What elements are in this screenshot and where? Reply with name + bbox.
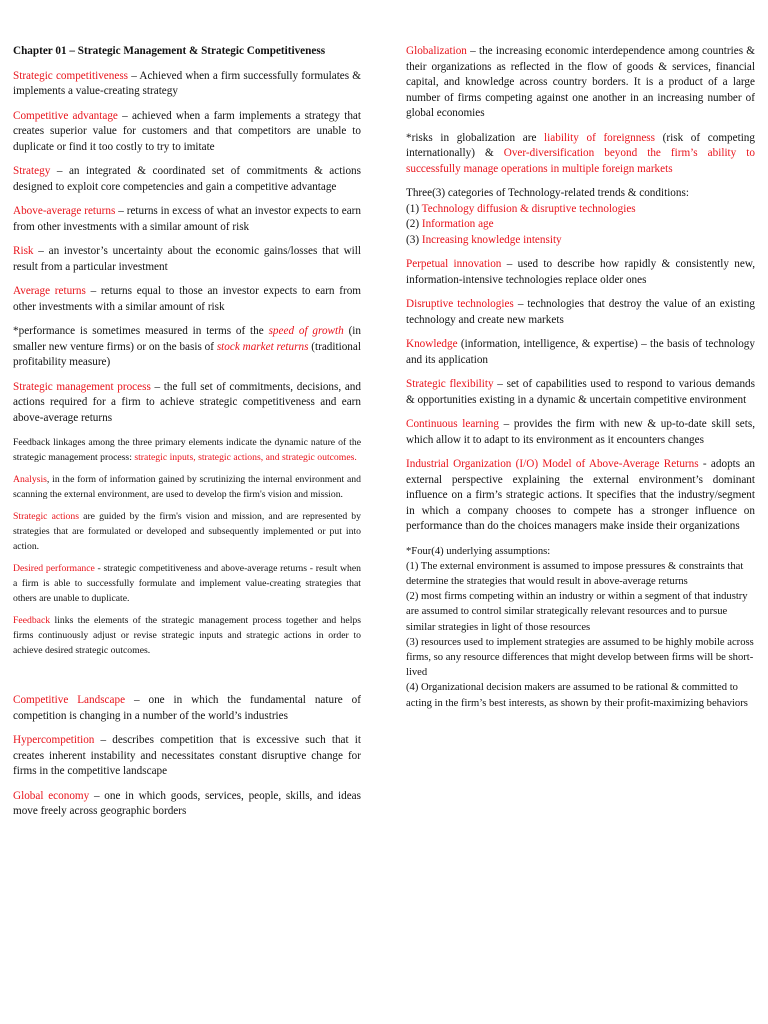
definition: – returns in excess of what an investor expects to earn from other investments with a similar amount of risk [13, 205, 361, 233]
hypercompetition-entry [13, 733, 361, 780]
definition: - adopts an external perspective explaining the external environment’s dominant influence on a firm’s strategic actions. It specifies that the industry/segment in which a company chooses to compete has a stronger influence on performance than do the choices managers make inside their organizations [406, 458, 755, 532]
term: Strategic actions [13, 511, 80, 522]
competitive-advantage-entry [13, 109, 361, 156]
term: Strategic management process [13, 380, 151, 393]
term: Competitive advantage [13, 109, 118, 122]
term: Perpetual innovation [406, 258, 502, 270]
note-text: (traditional profitability measure) [13, 340, 361, 368]
strategic-management-process-entry [13, 380, 361, 427]
feedback-linkages-note [13, 435, 361, 465]
strategic-competitiveness-entry [13, 69, 361, 100]
definition: – the increasing economic interdependence among countries & their organizations as reflected in the flow of goods & services, financial capital, and knowledge across country borders. It is a product of a large number of firms competing against one another in an increasing number of global economies [406, 45, 755, 119]
term: Competitive Landscape [13, 694, 126, 706]
term: Analysis [13, 474, 47, 485]
speed-of-growth: speed of growth [268, 325, 344, 337]
definition: – used to describe how rapidly & consistently new, information-intensive technologies replace older ones [406, 258, 755, 286]
item-number: (3) [406, 233, 422, 246]
list-item: (1) The external environment is assumed to impose pressures & constraints that determine the strategies that would result in above-average returns [406, 560, 744, 587]
note-text: Feedback linkages among the three primary elements indicate the dynamic nature of the strategic management process: [13, 437, 361, 463]
item-text: Information age [421, 218, 494, 230]
term: Disruptive technologies [406, 298, 514, 310]
left-column [13, 44, 361, 829]
average-returns-entry [13, 284, 361, 315]
above-average-returns-entry [13, 204, 361, 235]
definition: – describes competition that is excessive such that it creates inherent instability and necessitates constant disruptive change for firms in the competitive landscape [13, 734, 361, 777]
list-intro: *Four(4) underlying assumptions: [406, 545, 551, 557]
term: Feedback [13, 615, 51, 626]
definition: - strategic competitiveness and above-average returns - result when a firm is able to successfully formulate and implement value-creating strategies that others are unable to duplicate. [13, 563, 361, 604]
definition: – achieved when a farm implements a strategy that creates superior value for customers and that competitors are unable to duplicate or find it too costly to try to imitate [13, 109, 361, 153]
item-number: (1) [406, 202, 422, 215]
definition: – an investor’s uncertainty about the economic gains/losses that will result from a particular investment [13, 245, 361, 273]
analysis-entry [13, 472, 361, 502]
definition: – one in which goods, services, people, skills, and ideas move freely across geographic borders [13, 789, 361, 817]
list-item [406, 217, 755, 233]
globalization-risks-note [406, 131, 755, 178]
definition: – technologies that destroy the value of an existing technology and create new markets [406, 298, 755, 326]
chapter-title: Chapter 01 – Strategic Management & Strategic Competitiveness [13, 45, 326, 57]
list-item: (4) Organizational decision makers are assumed to be rational & committed to acting in the firm’s best interests, as shown by their profit-maximizing behaviors [406, 682, 748, 709]
definition: – Achieved when a firm successfully formulates & implements a value-creating strategy [13, 69, 362, 97]
term: Average returns [13, 285, 86, 297]
term: Hypercompetition [13, 734, 95, 746]
list-item [406, 202, 755, 218]
list-item: (2) most firms competing within an industry or within a segment of that industry are assumed to control similar strategically relevant resources and to pursue similar strategies in light of those resources [406, 591, 748, 633]
item-text: Technology diffusion & disruptive technologies [421, 202, 636, 215]
list-intro: Three(3) categories of Technology-related trends & conditions: [406, 187, 689, 199]
risk-entry [13, 244, 361, 275]
continuous-learning-entry [406, 417, 755, 448]
strategic-actions-entry [13, 509, 361, 554]
definition: (information, intelligence, & expertise) – the basis of technology and its application [406, 338, 755, 366]
desired-performance-entry [13, 561, 361, 606]
note-text: (risk of competing internationally) & [406, 131, 755, 159]
definition: – provides the firm with new & up-to-date skill sets, which allow it to adapt to its environment as it encounters changes [406, 418, 756, 446]
term: Continuous learning [406, 418, 499, 430]
strategic-flexibility-entry [406, 377, 755, 408]
note-text: *performance is sometimes measured in terms of the [13, 325, 269, 337]
strategy-entry [13, 164, 361, 195]
list-item [406, 233, 755, 249]
term: Globalization [406, 45, 467, 57]
term: Strategic competitiveness [13, 69, 129, 82]
definition: – the full set of commitments, decisions, and actions required for a firm to achieve strategic competitiveness and earn above-average returns [13, 380, 361, 424]
term: Desired performance [13, 563, 95, 574]
right-column [406, 44, 755, 720]
definition: are guided by the firm's vision and mission, and are represented by strategies that are formulated or developed and subsequently implemented or put into action. [13, 511, 361, 552]
globalization-entry [406, 44, 755, 122]
term: Global economy [13, 789, 90, 802]
liability-of-foreignness: liability of foreignness [544, 131, 656, 144]
item-text: Increasing knowledge intensity [421, 233, 562, 246]
term: Above-average returns [13, 205, 116, 217]
disruptive-technologies-entry [406, 297, 755, 328]
term: Risk [13, 245, 34, 257]
definition: – set of capabilities used to respond to various demands & opportunities existing in a dynamic & uncertain competitive environment [406, 378, 755, 406]
stock-market-returns: stock market returns [216, 340, 309, 353]
definition: – one in which the fundamental nature of competition is changing in a number of the world’s industries [13, 694, 361, 722]
note-text: (in smaller new venture firms) or on the basis of [13, 325, 362, 353]
list-item: (3) resources used to implement strategies are assumed to be highly mobile across firms, so any resource differences that might develop between firms will be short-lived [406, 636, 754, 679]
term: Knowledge [406, 338, 458, 350]
definition: – returns equal to those an investor expects to earn from other investments with a similar amount of risk [13, 285, 361, 313]
technology-trends-list [406, 186, 755, 248]
note-text: *risks in globalization are [406, 131, 545, 144]
io-model-entry [406, 457, 755, 535]
term: Strategy [13, 165, 51, 177]
global-economy-entry [13, 789, 361, 820]
perpetual-innovation-entry [406, 257, 755, 288]
knowledge-entry [406, 337, 755, 368]
spacer [13, 665, 361, 693]
feedback-entry [13, 613, 361, 658]
competitive-landscape-entry [13, 693, 361, 724]
item-number: (2) [406, 218, 422, 230]
over-diversification: Over-diversification beyond the firm’s ability to successfully manage operations in multiple foreign markets [406, 147, 755, 175]
term: Industrial Organization (I/O) Model of Above-Average Returns [406, 458, 699, 470]
term: Strategic flexibility [406, 378, 494, 390]
performance-note [13, 324, 361, 371]
definition: – an integrated & coordinated set of commitments & actions designed to exploit core competencies and gain a competitive advantage [13, 165, 361, 193]
definition: , in the form of information gained by scrutinizing the internal environment and scanning the external environment, are used to develop the firm's vision and mission. [13, 474, 361, 500]
assumptions-list [406, 544, 755, 711]
definition: links the elements of the strategic management process together and helps firms continuously adjust or revise strategic inputs and strategic actions in order to achieve desired strategic outcomes. [13, 615, 361, 656]
note-highlight: strategic inputs, strategic actions, and strategic outcomes. [134, 452, 357, 463]
